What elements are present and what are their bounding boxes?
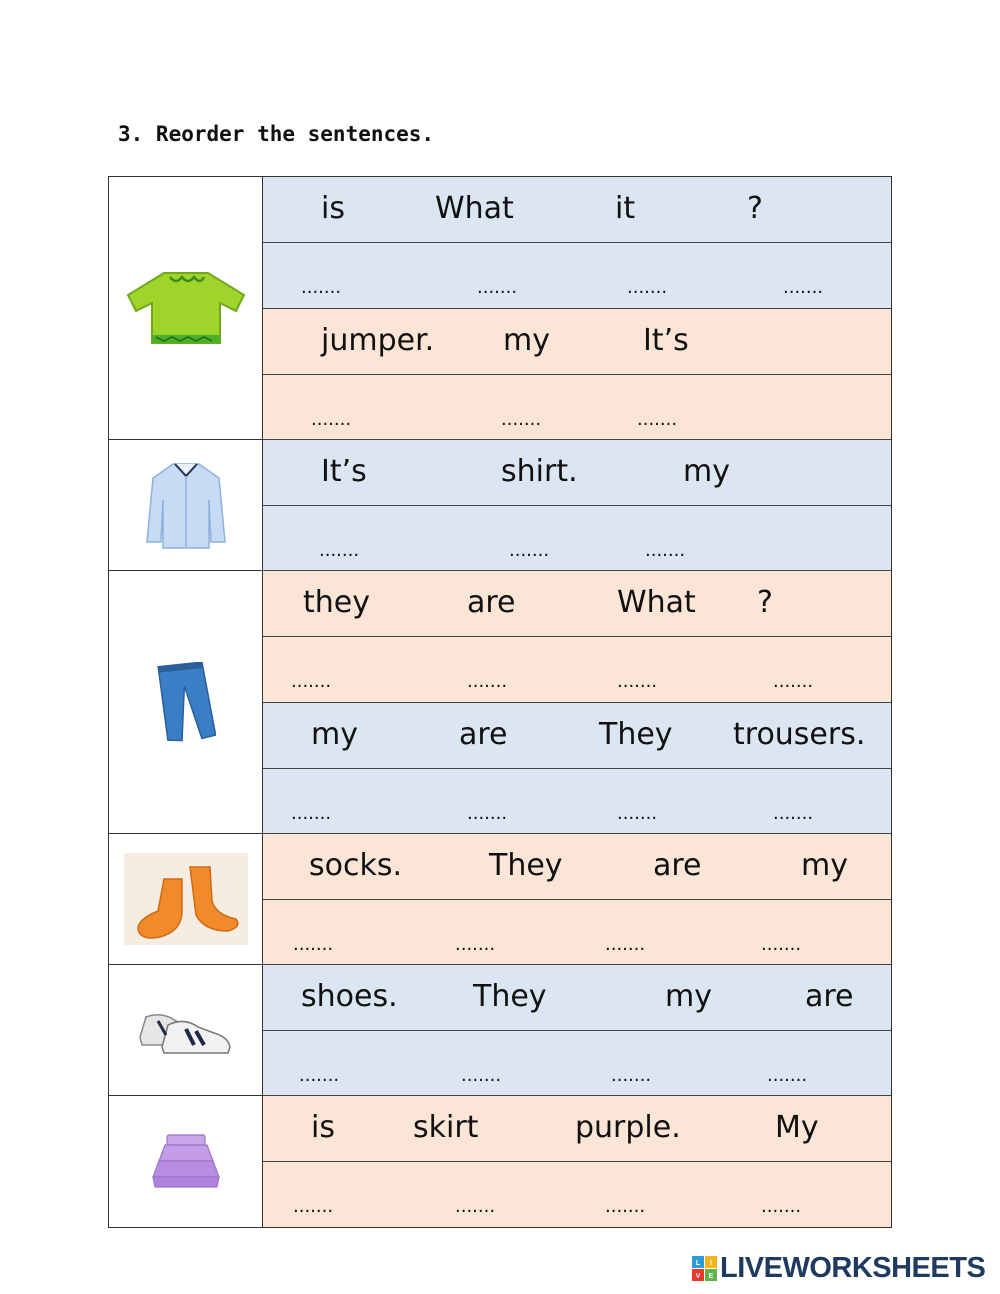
word-row-3 (263, 440, 891, 506)
word-row-5 (263, 703, 891, 769)
word-tile[interactable]: shirt. (501, 454, 578, 489)
answer-row-5 (263, 769, 891, 834)
answer-blank[interactable]: ....... (605, 1196, 646, 1217)
word-tile[interactable]: skirt (413, 1110, 479, 1145)
answer-blank[interactable]: ....... (467, 803, 508, 824)
brand-name: LIVEWORKSHEETS (720, 1252, 986, 1284)
picture-cell-shirt (109, 440, 263, 571)
liveworksheets-mark-icon (692, 1256, 718, 1282)
skirt-icon (151, 1133, 221, 1191)
picture-cell-shoes (109, 965, 263, 1096)
answer-row-6 (263, 900, 891, 965)
answer-blank[interactable]: ....... (761, 934, 802, 955)
jumper-icon (124, 267, 248, 349)
word-tile[interactable]: my (503, 323, 550, 358)
word-row-2 (263, 309, 891, 375)
word-tile[interactable]: are (467, 585, 516, 620)
answer-row-3 (263, 506, 891, 571)
word-tile[interactable]: It’s (321, 454, 367, 489)
answer-blank[interactable]: ....... (773, 803, 814, 824)
answer-blank[interactable]: ....... (773, 671, 814, 692)
socks-icon (124, 853, 248, 945)
answer-blank[interactable]: ....... (617, 803, 658, 824)
svg-text:L: L (695, 1259, 701, 1267)
word-tile[interactable]: my (311, 717, 358, 752)
answer-row-7 (263, 1031, 891, 1096)
word-tile[interactable]: It’s (643, 323, 689, 358)
word-tile[interactable]: are (653, 848, 702, 883)
picture-cell-jumper (109, 177, 263, 440)
answer-blank[interactable]: ....... (645, 540, 686, 561)
word-tile[interactable]: they (303, 585, 370, 620)
word-tile[interactable]: is (311, 1110, 335, 1145)
word-tile[interactable]: jumper. (321, 323, 435, 358)
answer-blank[interactable]: ....... (783, 277, 824, 298)
word-row-8 (263, 1096, 891, 1162)
answer-row-2 (263, 375, 891, 440)
word-row-4 (263, 571, 891, 637)
answer-blank[interactable]: ....... (501, 409, 542, 430)
word-tile[interactable]: My (775, 1110, 819, 1145)
word-tile[interactable]: it (615, 191, 636, 226)
answer-row-4 (263, 637, 891, 703)
word-tile[interactable]: They (473, 979, 547, 1014)
answer-blank[interactable]: ....... (627, 277, 668, 298)
answer-blank[interactable]: ....... (291, 671, 332, 692)
answer-blank[interactable]: ....... (477, 277, 518, 298)
picture-cell-skirt (109, 1096, 263, 1227)
word-tile[interactable]: is (321, 191, 345, 226)
word-tile[interactable]: ? (747, 191, 763, 226)
answer-blank[interactable]: ....... (291, 803, 332, 824)
answer-blank[interactable]: ....... (311, 409, 352, 430)
word-row-7 (263, 965, 891, 1031)
svg-text:I: I (710, 1259, 712, 1267)
word-tile[interactable]: shoes. (301, 979, 398, 1014)
svg-text:E: E (708, 1272, 714, 1280)
word-tile[interactable]: my (665, 979, 712, 1014)
answer-blank[interactable]: ....... (509, 540, 550, 561)
word-row-6 (263, 834, 891, 900)
answer-blank[interactable]: ....... (301, 277, 342, 298)
reorder-table (108, 176, 892, 1228)
answer-row-8 (263, 1162, 891, 1227)
answer-blank[interactable]: ....... (761, 1196, 802, 1217)
shirt-icon (145, 460, 227, 550)
word-row-1 (263, 177, 891, 243)
answer-blank[interactable]: ....... (611, 1065, 652, 1086)
picture-cell-socks (109, 834, 263, 965)
word-tile[interactable]: my (801, 848, 848, 883)
answer-blank[interactable]: ....... (455, 1196, 496, 1217)
answer-blank[interactable]: ....... (767, 1065, 808, 1086)
word-tile[interactable]: socks. (309, 848, 403, 883)
answer-blank[interactable]: ....... (293, 1196, 334, 1217)
word-tile[interactable]: What (617, 585, 696, 620)
answer-blank[interactable]: ....... (467, 671, 508, 692)
trousers-icon (156, 662, 216, 742)
answer-blank[interactable]: ....... (299, 1065, 340, 1086)
word-tile[interactable]: ? (757, 585, 773, 620)
liveworksheets-logo (692, 1252, 985, 1285)
picture-cell-trousers (109, 571, 263, 834)
answer-blank[interactable]: ....... (617, 671, 658, 692)
answer-blank[interactable]: ....... (605, 934, 646, 955)
shoes-icon (136, 1003, 236, 1057)
answer-blank[interactable]: ....... (461, 1065, 502, 1086)
word-tile[interactable]: purple. (575, 1110, 681, 1145)
word-tile[interactable]: trousers. (733, 717, 866, 752)
word-tile[interactable]: are (805, 979, 854, 1014)
exercise-title: 3. Reorder the sentences. (118, 122, 435, 146)
word-tile[interactable]: They (599, 717, 673, 752)
word-tile[interactable]: They (489, 848, 563, 883)
answer-blank[interactable]: ....... (455, 934, 496, 955)
answer-blank[interactable]: ....... (293, 934, 334, 955)
word-tile[interactable]: my (683, 454, 730, 489)
word-tile[interactable]: What (435, 191, 514, 226)
answer-blank[interactable]: ....... (637, 409, 678, 430)
svg-text:V: V (695, 1272, 701, 1280)
answer-blank[interactable]: ....... (319, 540, 360, 561)
answer-row-1 (263, 243, 891, 309)
word-tile[interactable]: are (459, 717, 508, 752)
